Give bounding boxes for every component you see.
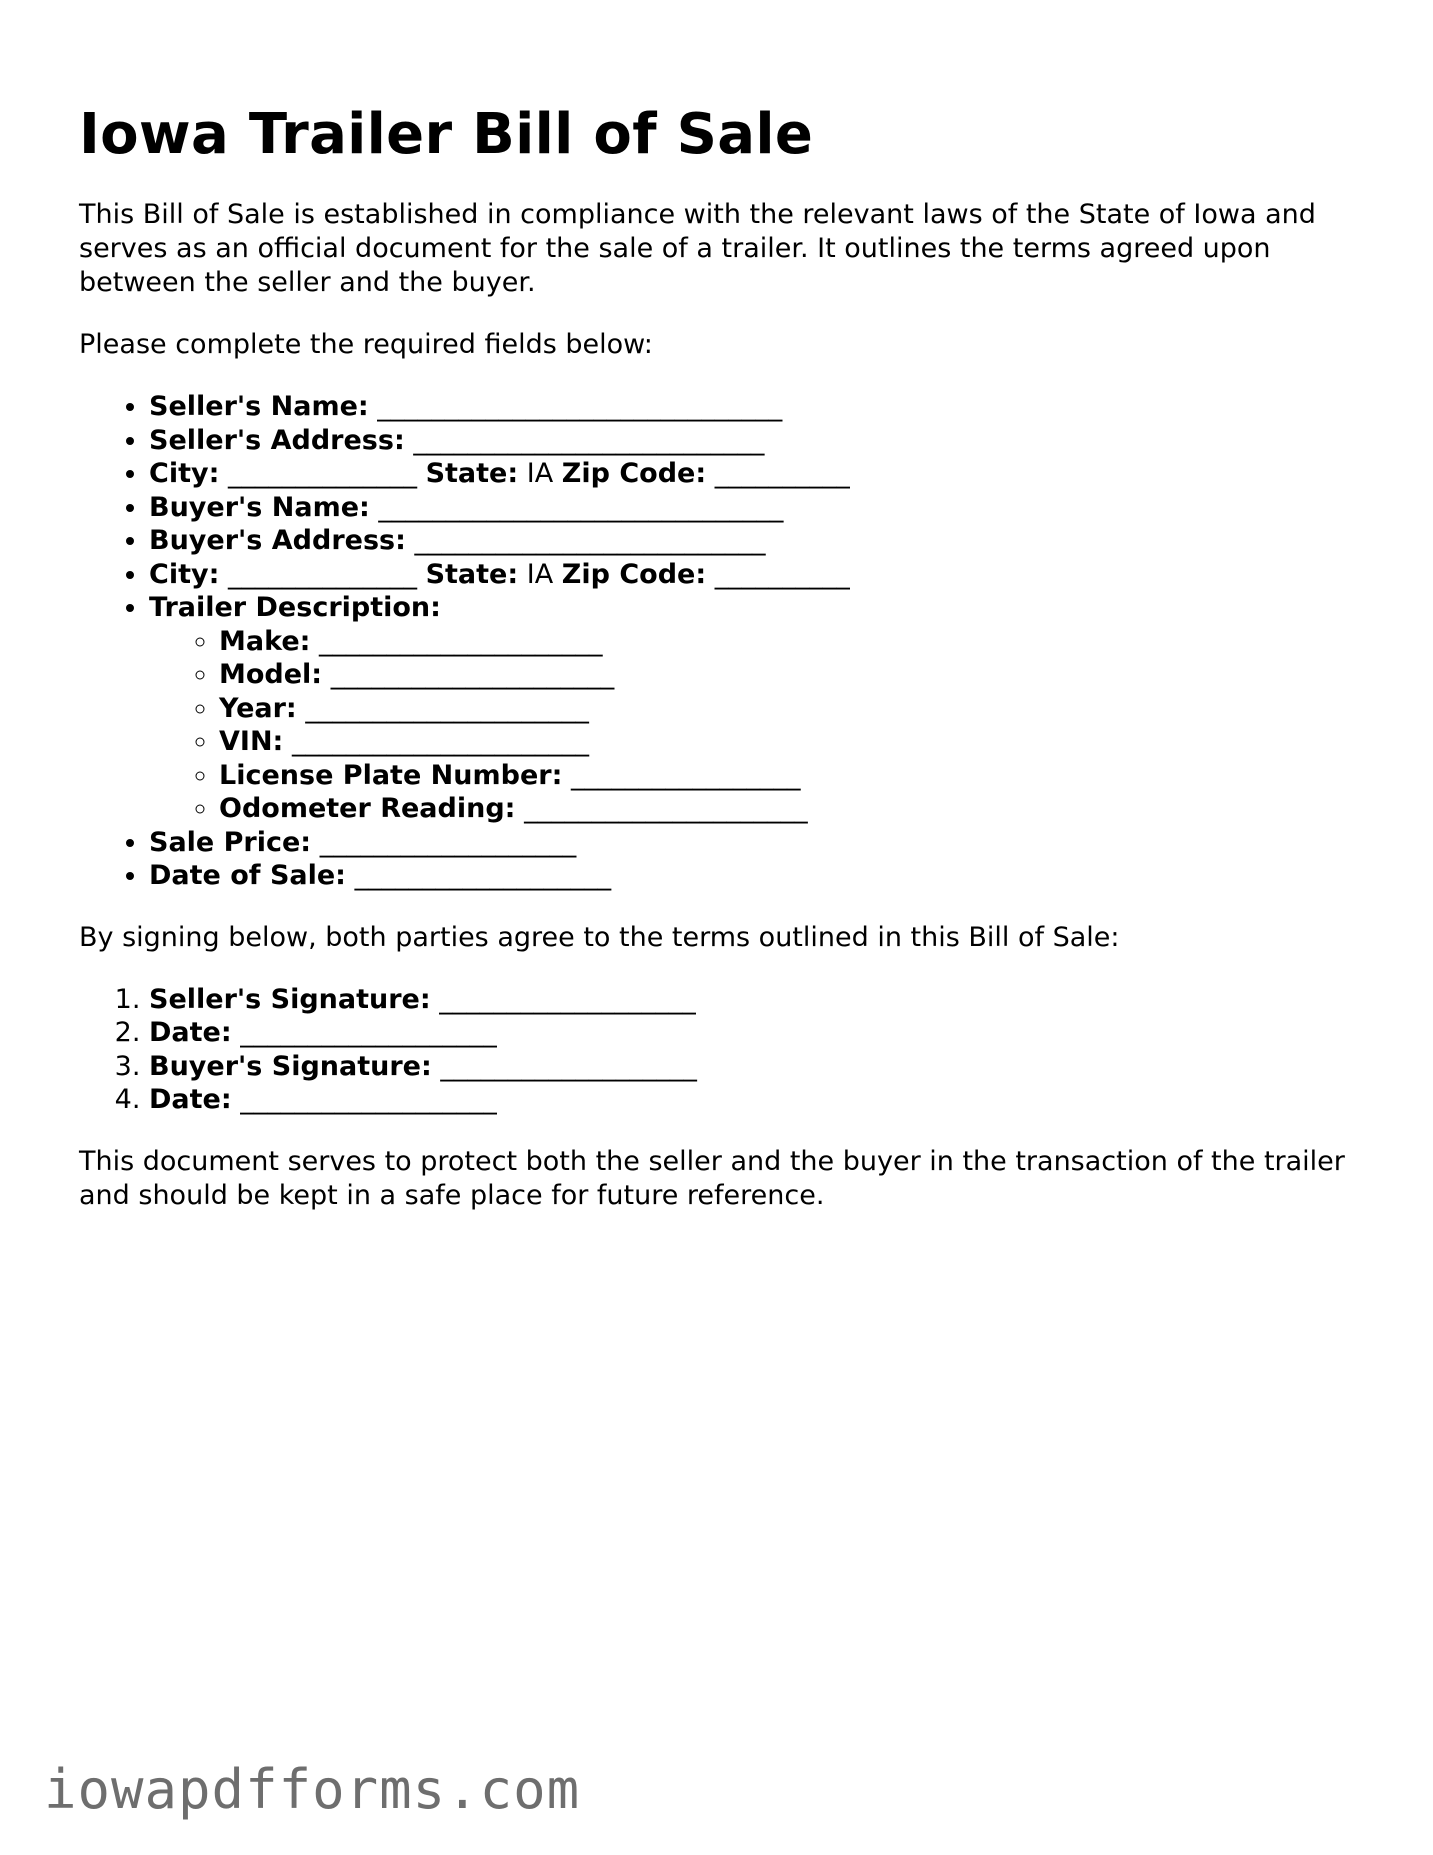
model-blank[interactable]: _____________________ xyxy=(330,659,615,690)
list-item-buyer-city xyxy=(149,558,1379,592)
make-blank[interactable]: _____________________ xyxy=(319,625,603,657)
state-label: State: xyxy=(425,458,519,489)
license-plate-blank[interactable]: _________________ xyxy=(570,759,801,791)
buyer-signature-blank[interactable]: ___________________ xyxy=(440,1050,697,1082)
list-item-seller-city xyxy=(149,457,1379,491)
state-value: IA xyxy=(526,558,554,590)
list-item-seller-date xyxy=(149,1016,1379,1050)
seller-name-blank[interactable]: ______________________________ xyxy=(377,391,783,422)
seller-zip-blank[interactable]: __________ xyxy=(714,458,850,489)
state-label: State: xyxy=(425,558,519,590)
list-item-buyer-date xyxy=(149,1083,1379,1117)
list-item-sale-price xyxy=(149,826,1379,860)
signatures-list xyxy=(79,983,1379,1117)
list-item-model xyxy=(219,658,1379,692)
seller-address-blank[interactable]: __________________________ xyxy=(413,424,765,456)
state-value: IA xyxy=(526,458,554,489)
fields-list xyxy=(79,390,1379,893)
field-label: Buyer's Name: xyxy=(149,491,370,523)
list-item-buyer-address xyxy=(149,524,1379,558)
list-item-license-plate xyxy=(219,759,1379,793)
list-item-date-of-sale xyxy=(149,859,1379,893)
document-page xyxy=(79,95,1379,1213)
field-label: Make: xyxy=(219,625,311,657)
list-item-seller-address xyxy=(149,424,1379,458)
sale-price-blank[interactable]: ___________________ xyxy=(319,826,577,858)
odometer-blank[interactable]: _____________________ xyxy=(524,793,808,824)
field-label: License Plate Number: xyxy=(219,759,563,791)
field-label: Year: xyxy=(219,692,297,724)
buyer-zip-blank[interactable]: __________ xyxy=(714,558,850,590)
field-label: Odometer Reading: xyxy=(219,793,516,824)
buyer-address-blank[interactable]: __________________________ xyxy=(414,525,766,556)
field-label: Seller's Name: xyxy=(149,391,369,422)
seller-date-blank[interactable]: ___________________ xyxy=(240,1017,497,1048)
list-item-trailer-description xyxy=(149,591,1379,826)
field-label: Model: xyxy=(219,659,323,690)
closing-paragraph: This document serves to protect both the seller and the buyer in the transaction of the trailer and should be kept in a safe place for future reference. xyxy=(79,1145,1345,1211)
list-item-odometer xyxy=(219,792,1379,826)
list-item-seller-name xyxy=(149,390,1379,424)
zip-label: Zip Code: xyxy=(561,558,707,590)
date-of-sale-blank[interactable]: ___________________ xyxy=(354,860,612,891)
field-label: Date: xyxy=(149,1084,232,1115)
field-label: Seller's Signature: xyxy=(149,983,431,1015)
list-item-buyer-signature xyxy=(149,1050,1379,1084)
list-item-vin xyxy=(219,725,1379,759)
field-label: Date: xyxy=(149,1017,232,1048)
watermark: iowapdfforms.com xyxy=(44,1758,581,1821)
field-label: VIN: xyxy=(219,726,284,757)
list-item-buyer-name xyxy=(149,491,1379,525)
buyer-city-blank[interactable]: ______________ xyxy=(227,558,417,590)
field-label: Seller's Address: xyxy=(149,424,405,456)
field-label: City: xyxy=(149,558,220,590)
field-label: Trailer Description: xyxy=(149,592,441,623)
seller-signature-blank[interactable]: ___________________ xyxy=(439,983,696,1015)
trailer-description-list xyxy=(149,625,1379,826)
field-label: Date of Sale: xyxy=(149,860,346,891)
list-item-seller-signature xyxy=(149,983,1379,1017)
list-item-year xyxy=(219,692,1379,726)
list-item-make xyxy=(219,625,1379,659)
zip-label: Zip Code: xyxy=(561,458,707,489)
field-label: Sale Price: xyxy=(149,826,312,858)
year-blank[interactable]: _____________________ xyxy=(305,692,589,724)
intro-paragraph: This Bill of Sale is established in compliance with the relevant laws of the State of Iowa and serves as an official document for the sale of a trailer. It outlines the terms agreed upon between the seller and the buyer. xyxy=(79,199,1316,298)
buyer-date-blank[interactable]: ___________________ xyxy=(240,1084,497,1115)
fields-prompt: Please complete the required fields below: xyxy=(79,329,653,360)
seller-city-blank[interactable]: ______________ xyxy=(227,458,417,489)
signing-intro: By signing below, both parties agree to the terms outlined in this Bill of Sale: xyxy=(79,921,1120,953)
document-title: Iowa Trailer Bill of Sale xyxy=(79,102,814,167)
vin-blank[interactable]: ______________________ xyxy=(291,726,589,757)
field-label: City: xyxy=(149,458,220,489)
buyer-name-blank[interactable]: ______________________________ xyxy=(378,491,784,523)
field-label: Buyer's Address: xyxy=(149,525,406,556)
field-label: Buyer's Signature: xyxy=(149,1050,432,1082)
